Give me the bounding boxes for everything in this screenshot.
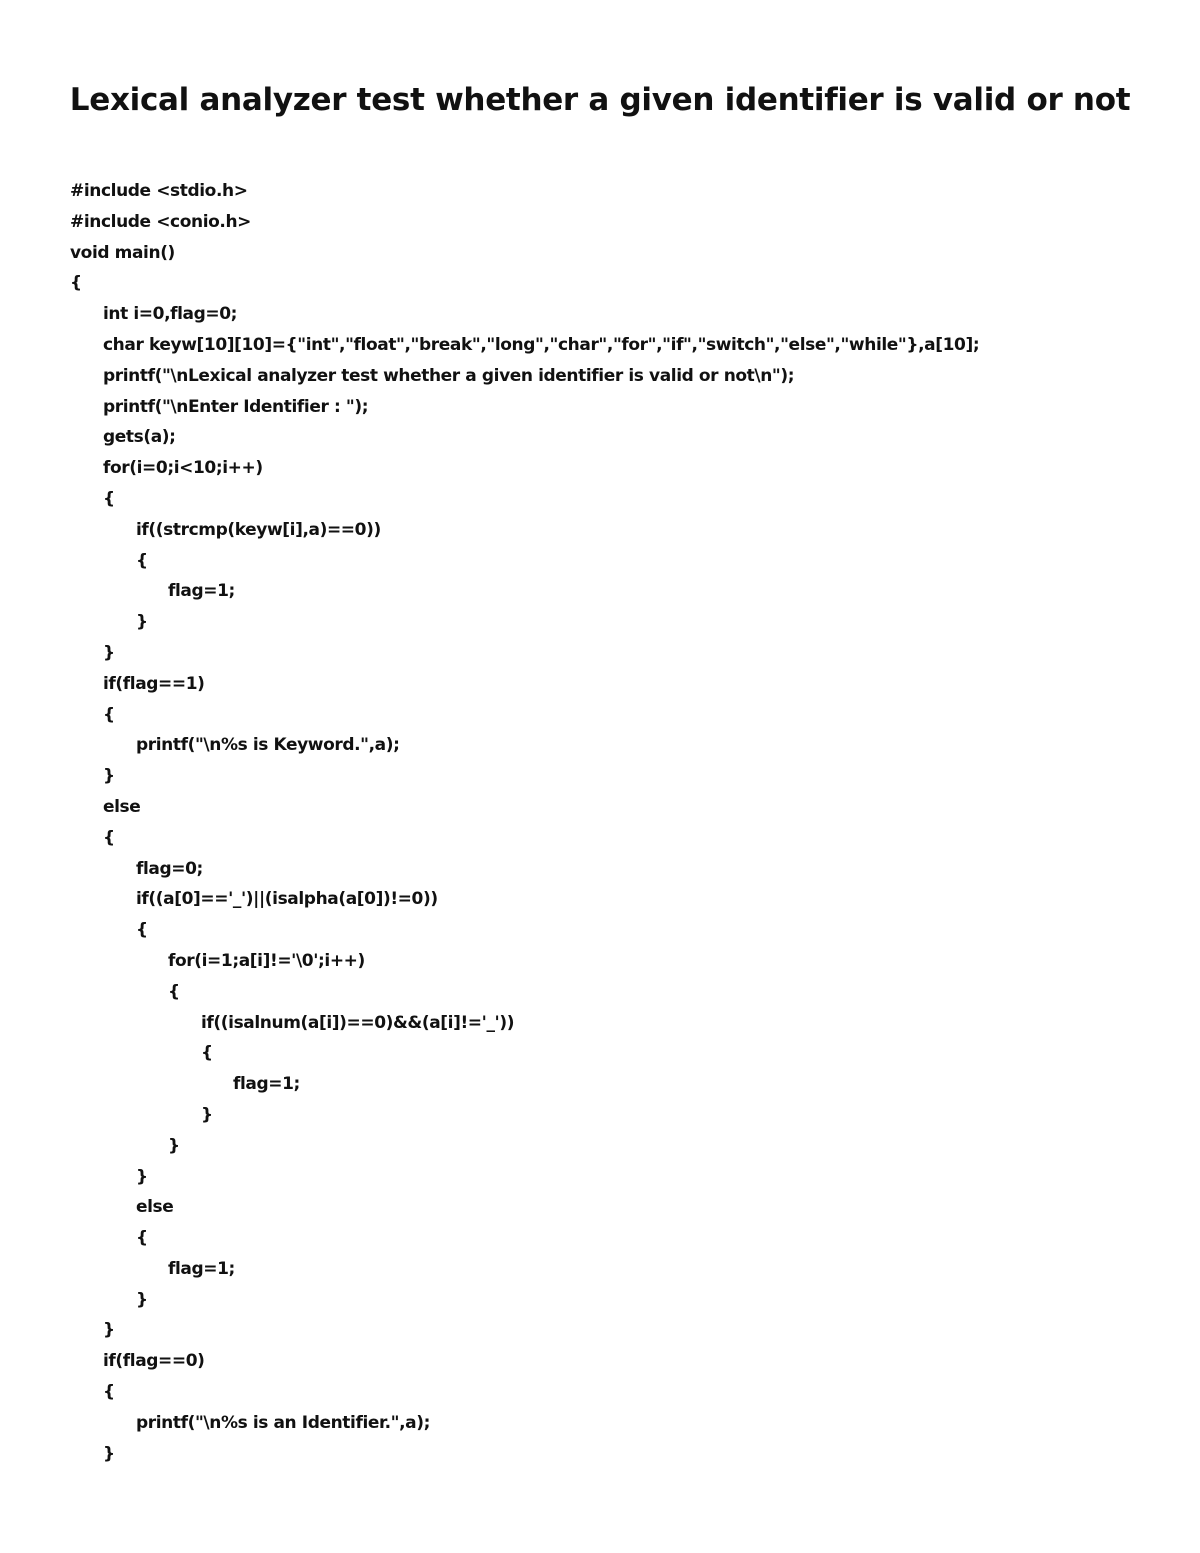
code-line: for(i=0;i<10;i++) — [103, 458, 263, 479]
code-line: { — [136, 920, 148, 941]
code-line: char keyw[10][10]={"int","float","break","long","char","for","if","switch","else","while"},a[10]; — [103, 334, 980, 355]
code-line: } — [201, 1104, 213, 1125]
code-line: if((a[0]=='_')||(isalpha(a[0])!=0)) — [136, 889, 438, 910]
code-line: if((isalnum(a[i])==0)&&(a[i]!='_')) — [201, 1012, 515, 1033]
code-line: } — [136, 1166, 148, 1187]
code-line: if(flag==1) — [103, 673, 205, 694]
code-line: #include <stdio.h> — [70, 181, 248, 201]
code-line: { — [136, 1228, 148, 1249]
code-line: { — [70, 273, 82, 294]
code-line: if(flag==0) — [103, 1351, 205, 1372]
code-line: } — [103, 1443, 115, 1464]
code-line: else — [136, 1197, 174, 1218]
code-line: gets(a); — [103, 427, 176, 448]
code-line: } — [136, 612, 148, 633]
code-line: int i=0,flag=0; — [103, 304, 238, 325]
code-line: { — [168, 981, 180, 1002]
code-line: } — [103, 766, 115, 787]
code-line: printf("\nLexical analyzer test whether a given identifier is valid or not\n"); — [103, 365, 795, 386]
code-line: flag=1; — [233, 1074, 300, 1095]
code-line: } — [103, 1320, 115, 1341]
code-line: for(i=1;a[i]!='\0';i++) — [168, 950, 365, 971]
code-line: } — [103, 642, 115, 663]
code-line: { — [103, 488, 115, 509]
code-line: #include <conio.h> — [70, 211, 252, 232]
page-title: Lexical analyzer test whether a given identifier is valid or not — [69, 82, 1131, 118]
code-line: void main() — [70, 242, 175, 263]
code-line: } — [136, 1289, 148, 1310]
code-line: { — [103, 827, 115, 848]
code-listing — [70, 176, 1150, 1469]
code-line: } — [168, 1135, 180, 1156]
code-line: { — [201, 1043, 213, 1064]
code-line: flag=0; — [136, 858, 203, 879]
code-line: printf("\nEnter Identifier : "); — [103, 396, 369, 417]
code-line: { — [103, 1382, 115, 1403]
code-line: printf("\n%s is an Identifier.",a); — [136, 1412, 430, 1433]
code-line: flag=1; — [168, 581, 235, 602]
code-line: if((strcmp(keyw[i],a)==0)) — [136, 519, 381, 540]
code-line: printf("\n%s is Keyword.",a); — [136, 735, 400, 756]
code-line: { — [136, 550, 148, 571]
code-line: { — [103, 704, 115, 725]
code-line: else — [103, 796, 141, 817]
code-line: flag=1; — [168, 1258, 235, 1279]
